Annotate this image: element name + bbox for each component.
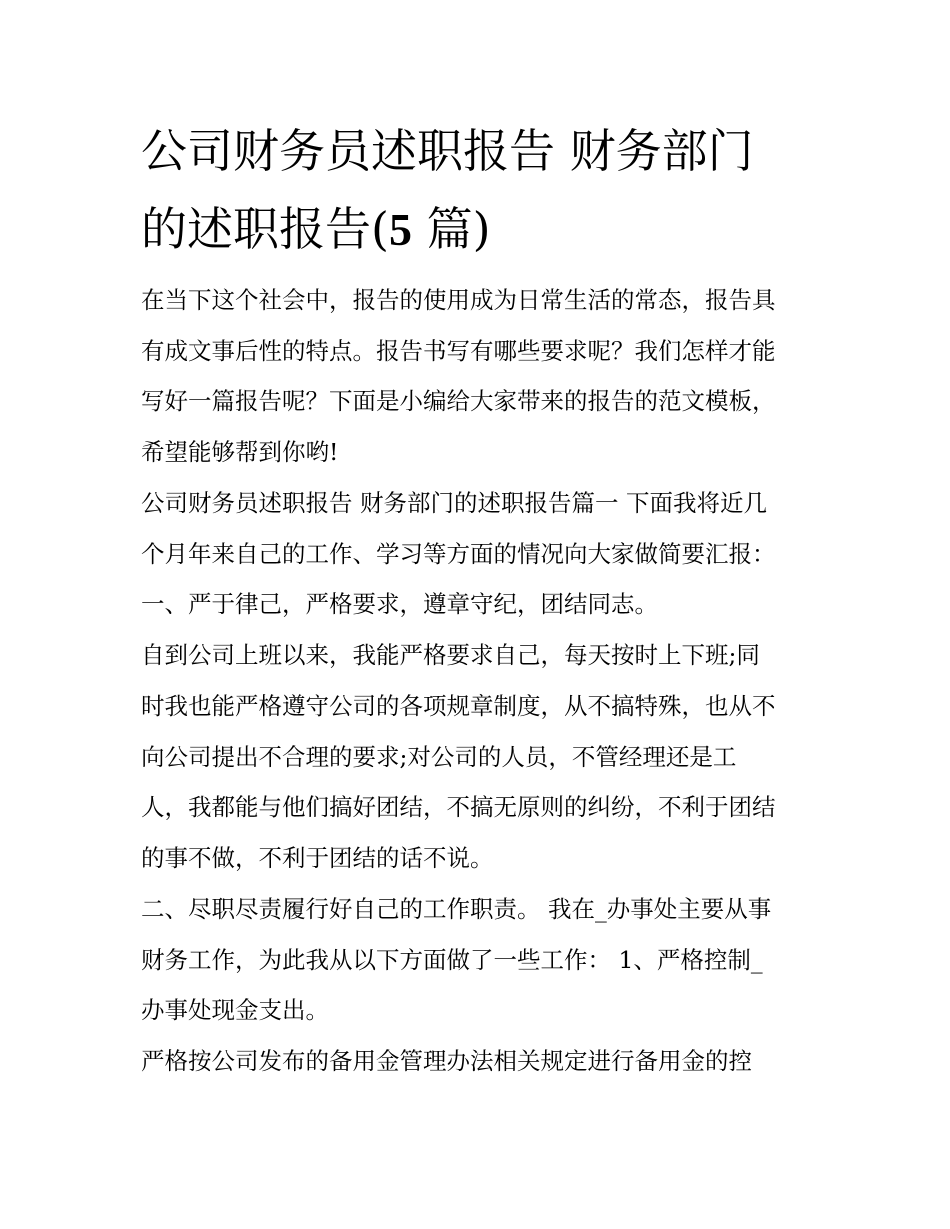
document-title (141, 112, 831, 269)
body-line: 个月年来自己的工作、学习等方面的情况向大家做简要汇报： (141, 540, 776, 568)
body-line: 希望能够帮到你哟! (141, 438, 339, 466)
body-line: 有成文事后性的特点。报告书写有哪些要求呢？我们怎样才能 (141, 337, 776, 365)
body-line: 公司财务员述职报告 财务部门的述职报告篇一 下面我将近几 (141, 489, 767, 517)
body-line: 一、严于律己，严格要求，遵章守纪，团结同志。 (141, 590, 658, 618)
body-line: 的事不做，不利于团结的话不说。 (141, 844, 494, 872)
body-line: 向公司提出不合理的要求;对公司的人员，不管经理还是工 (141, 743, 737, 771)
body-line: 写好一篇报告呢？下面是小编给大家带来的报告的范文模板， (141, 387, 776, 415)
body-line: 人，我都能与他们搞好团结，不搞无原则的纠纷，不利于团结 (141, 793, 776, 821)
body-line: 二、尽职尽责履行好自己的工作职责。 我在_办事处主要从事 (141, 895, 772, 923)
title-line-1: 公司财务员述职报告 财务部门 (141, 124, 754, 178)
body-line: 时我也能严格遵守公司的各项规章制度，从不搞特殊，也从不 (141, 692, 776, 720)
body-line: 财务工作，为此我从以下方面做了一些工作： 1、严格控制_ (141, 946, 763, 974)
title-line-2-number: 5 (388, 204, 412, 255)
body-line: 办事处现金支出。 (141, 996, 329, 1024)
title-line-2-suffix: 篇) (411, 202, 491, 256)
body-line: 自到公司上班以来，我能严格要求自己，每天按时上下班;同 (141, 641, 760, 669)
body-line: 在当下这个社会中，报告的使用成为日常生活的常态，报告具 (141, 286, 776, 314)
body-line: 严格按公司发布的备用金管理办法相关规定进行备用金的控 (141, 1047, 752, 1075)
title-line-2-prefix: 的述职报告( (141, 202, 389, 256)
